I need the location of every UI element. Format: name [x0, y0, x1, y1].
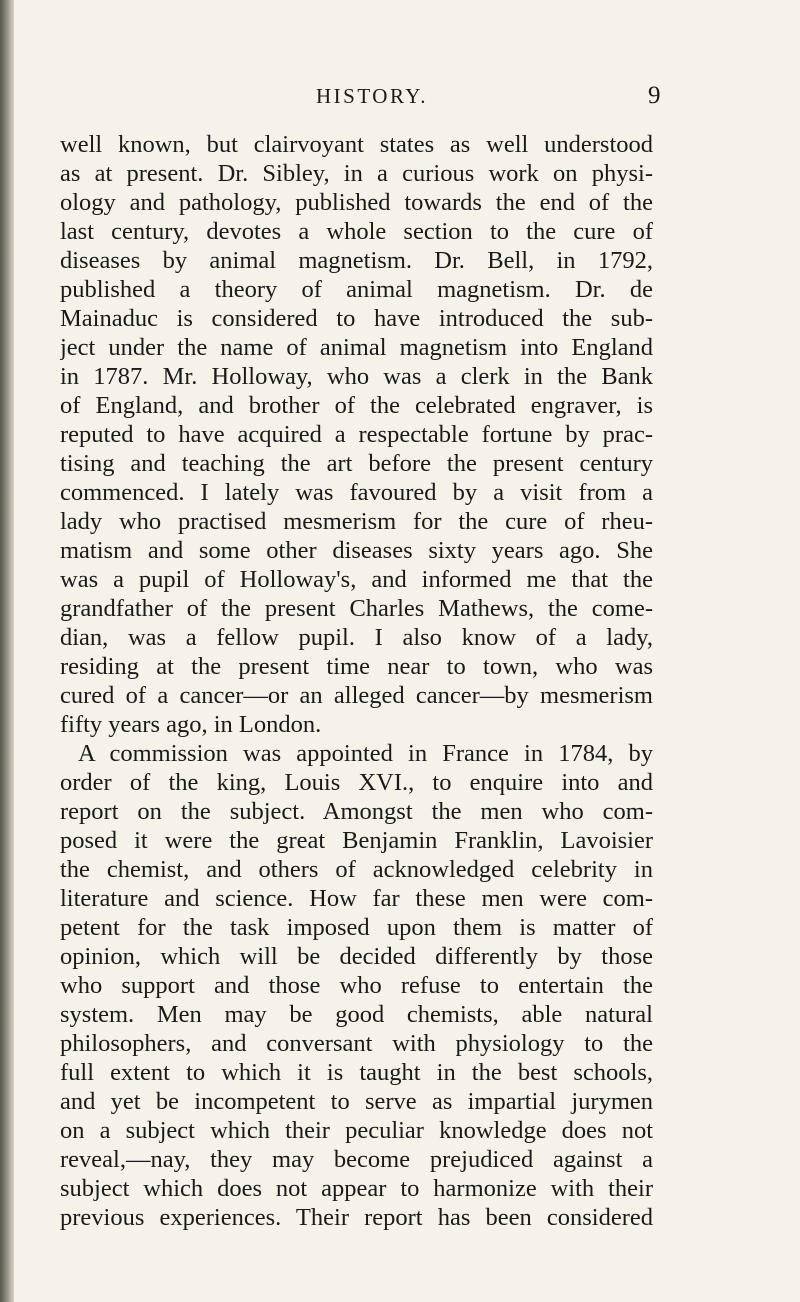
text-line: well known, but clairvoyant states as well understood [60, 131, 653, 158]
text-line: last century, devotes a whole section to the cure of [60, 218, 653, 245]
book-gutter [0, 0, 14, 1302]
text-line: in 1787. Mr. Holloway, who was a clerk in the Bank [60, 363, 653, 390]
text-line: report on the subject. Amongst the men who com- [60, 798, 653, 825]
text-line: diseases by animal magnetism. Dr. Bell, in 1792, [60, 247, 653, 274]
text-line: and yet be incompetent to serve as impartial jurymen [60, 1088, 653, 1115]
text-line: the chemist, and others of acknowledged celebrity in [60, 856, 653, 883]
text-line: dian, was a fellow pupil. I also know of a lady, [60, 624, 653, 651]
text-line: posed it were the great Benjamin Franklin, Lavoisier [60, 827, 653, 854]
text-line: subject which does not appear to harmonize with their [60, 1175, 653, 1202]
page-number: 9 [648, 82, 661, 109]
text-line: system. Men may be good chemists, able natural [60, 1001, 653, 1028]
text-line: literature and science. How far these men were com- [60, 885, 653, 912]
text-line: matism and some other diseases sixty years ago. She [60, 537, 653, 564]
text-line: ject under the name of animal magnetism into England [60, 334, 653, 361]
text-line: lady who practised mesmerism for the cure of rheu- [60, 508, 653, 535]
text-line: was a pupil of Holloway's, and informed me that the [60, 566, 653, 593]
text-line: on a subject which their peculiar knowledge does not [60, 1117, 653, 1144]
text-line: philosophers, and conversant with physiology to the [60, 1030, 653, 1057]
body-text [60, 130, 653, 1232]
text-line: Mainaduc is considered to have introduced the sub- [60, 305, 653, 332]
text-line: as at present. Dr. Sibley, in a curious work on physi- [60, 160, 653, 187]
text-line: tising and teaching the art before the present century [60, 450, 653, 477]
text-line: fifty years ago, in London. [60, 711, 322, 738]
text-line: of England, and brother of the celebrated engraver, is [60, 392, 653, 419]
text-line: reveal,—nay, they may become prejudiced against a [60, 1146, 653, 1173]
text-line: cured of a cancer—or an alleged cancer—by mesmerism [60, 682, 653, 709]
running-title: HISTORY. [316, 84, 429, 108]
text-line: reputed to have acquired a respectable fortune by prac- [60, 421, 653, 448]
text-line: commenced. I lately was favoured by a visit from a [60, 479, 653, 506]
text-line: opinion, which will be decided differently by those [60, 943, 653, 970]
text-line: grandfather of the present Charles Mathews, the come- [60, 595, 653, 622]
text-line: ology and pathology, published towards the end of the [60, 189, 653, 216]
text-line: order of the king, Louis XVI., to enquire into and [60, 769, 653, 796]
text-line: residing at the present time near to town, who was [60, 653, 653, 680]
text-line: full extent to which it is taught in the best schools, [60, 1059, 653, 1086]
text-line: A commission was appointed in France in 1784, by [78, 740, 653, 767]
text-line: who support and those who refuse to entertain the [60, 972, 653, 999]
running-head [0, 84, 800, 116]
text-line: previous experiences. Their report has been considered [60, 1204, 653, 1231]
text-line: petent for the task imposed upon them is matter of [60, 914, 653, 941]
text-line: published a theory of animal magnetism. Dr. de [60, 276, 653, 303]
